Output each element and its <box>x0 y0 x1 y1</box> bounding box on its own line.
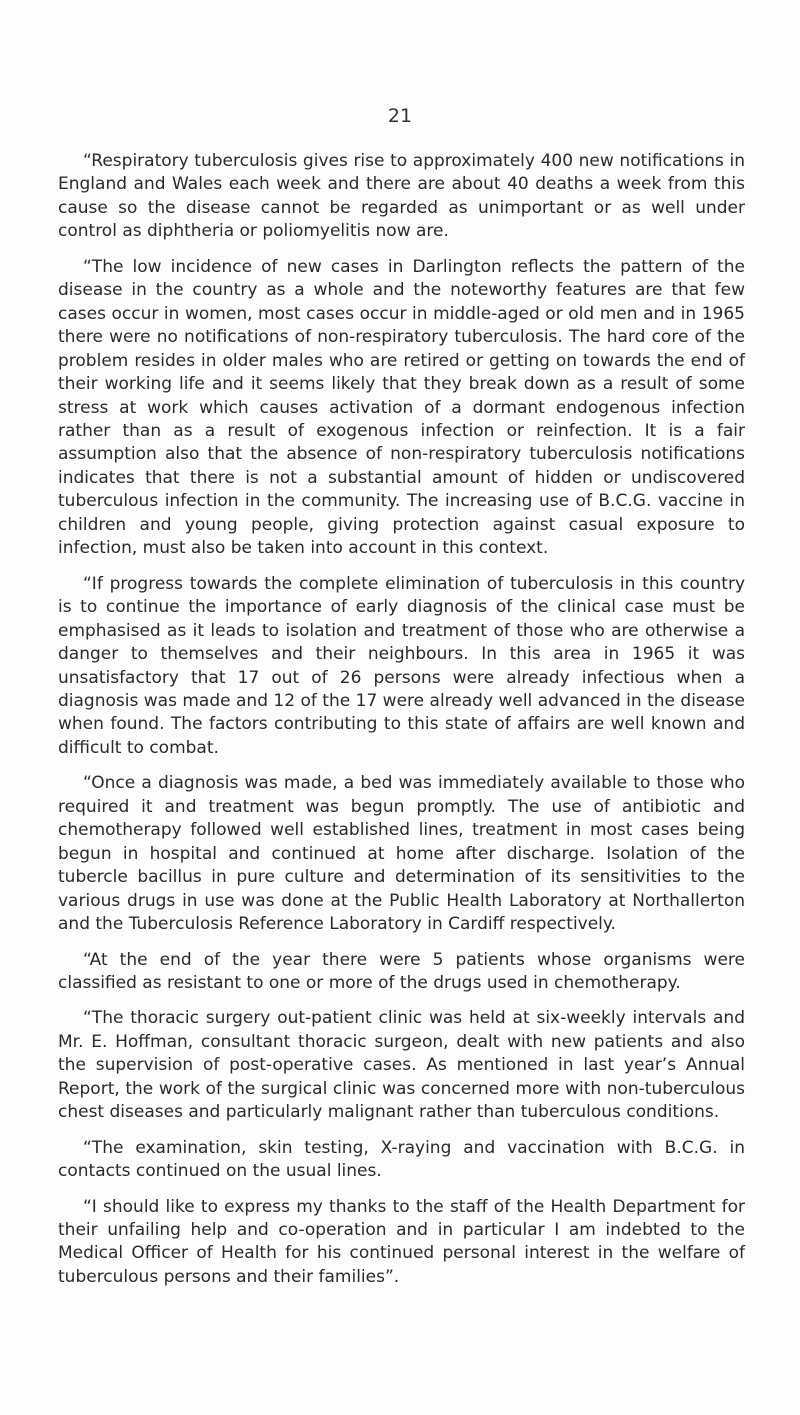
paragraph: “At the end of the year there were 5 patients whose organisms were classified as resistant to one or more of the drugs used in chemotherapy. <box>58 949 745 993</box>
paragraph: “If progress towards the complete elimination of tuberculosis in this country is to continue the importance of early diagnosis of the clinical case must be emphasised as it leads to isolation and treatment of those who are otherwise a danger to themselves and their neighbours. In this area in 1965 it was unsatisfactory that 17 out of 26 persons were already infectious when a diagnosis was made and 12 of the 17 were already well advanced in the disease when found. The factors contributing to this state of affairs are well known and difficult to combat. <box>58 573 745 758</box>
paragraph: “Once a diagnosis was made, a bed was immediately available to those who required it and treatment was begun promptly. The use of antibiotic and chemotherapy followed well established lines, treatment in most cases being begun in hospital and continued at home after discharge. Isolation of the tubercle bacillus in pure culture and determination of its sensitivities to the various drugs in use was done at the Public Health Laboratory at Northallerton and the Tuberculosis Reference Laboratory in Cardiff respectively. <box>58 773 745 935</box>
paragraph: “The examination, skin testing, X-raying and vaccination with B.C.G. in contacts continued on the usual lines. <box>58 1137 745 1182</box>
paragraph: “I should like to express my thanks to the staff of the Health Department for their unfailing help and co-operation and in particular I am indebted to the Medical Officer of Health for his continued personal interest in the welfare of tuberculous persons and their families”. <box>58 1196 745 1287</box>
page-number: 21 <box>387 105 413 127</box>
report-body <box>58 150 745 1301</box>
paragraph: “The low incidence of new cases in Darlington reflects the pattern of the disease in the country as a whole and the noteworthy features are that few cases occur in women, most cases occur in middle-aged or old men and in 1965 there were no notifications of non-respiratory tuberculosis. The hard core of the problem resides in older males who are retired or getting on towards the end of their working life and it seems likely that they break down as a result of some stress at work which causes activation of a dormant endogenous infection rather than as a result of exogenous infection or reinfection. It is a fair assumption also that the absence of non-respiratory tuberculosis notifications indicates that there is not a substantial amount of hidden or undiscovered tuberculous infection in the community. The increasing use of B.C.G. vaccine in children and young people, giving protection against casual exposure to infection, must also be taken into account in this context. <box>58 256 745 559</box>
paragraph: “Respiratory tuberculosis gives rise to approximately 400 new notifications in England and Wales each week and there are about 40 deaths a week from this cause so the disease cannot be regarded as unimportant or as well under control as diphtheria or poliomyelitis now are. <box>58 151 745 242</box>
paragraph: “The thoracic surgery out-patient clinic was held at six-weekly intervals and Mr. E. Hoffman, consultant thoracic surgeon, dealt with new patients and also the supervision of post-operative cases. As mentioned in last year’s Annual Report, the work of the surgical clinic was concerned more with non-tuberculous chest diseases and particularly malignant rather than tuberculous conditions. <box>58 1008 745 1123</box>
